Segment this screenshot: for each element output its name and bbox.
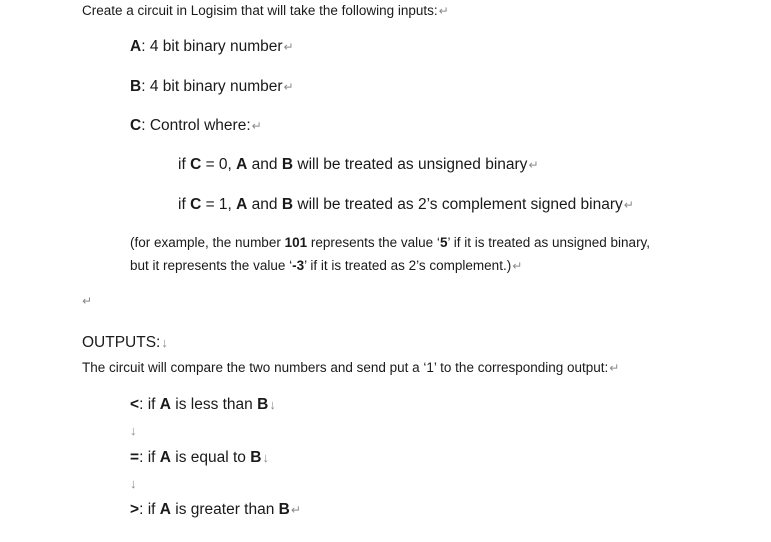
line-break-mark: ↓ xyxy=(262,450,269,465)
output-greater-than-line: >: if A is greater than B↵ xyxy=(130,501,301,518)
input-b-line: B: 4 bit binary number↵ xyxy=(130,78,294,95)
paragraph-mark: ↵ xyxy=(512,259,523,273)
example-line-1: (for example, the number 101 represents the value ‘5’ if it is treated as unsigned binary, xyxy=(130,235,651,250)
intro-text: Create a circuit in Logisim that will take the following inputs:↵ xyxy=(82,3,449,18)
line-break-mark: ↓ xyxy=(161,335,168,350)
input-label: C xyxy=(130,117,142,134)
output-symbol: < xyxy=(130,396,140,413)
input-a-line: A: 4 bit binary number↵ xyxy=(130,38,294,55)
outputs-heading: OUTPUTS:↓ xyxy=(82,334,168,351)
output-less-than-line: <: if A is less than B↓ xyxy=(130,396,276,413)
condition-c1-line: if C = 1, A and B will be treated as 2’s complement signed binary↵ xyxy=(178,196,634,213)
example-line-2: but it represents the value ‘-3’ if it is treated as 2’s complement.)↵ xyxy=(130,258,523,273)
paragraph-mark: ↵ xyxy=(290,503,301,517)
paragraph-mark: ↵ xyxy=(283,80,294,94)
line-break-row xyxy=(130,423,137,439)
input-c-line: C: Control where:↵ xyxy=(130,117,262,134)
paragraph-mark: ↵ xyxy=(283,40,294,54)
line-break-mark: ↓ xyxy=(130,423,137,438)
input-label: A xyxy=(130,38,142,55)
line-break-mark: ↓ xyxy=(130,476,137,491)
input-label: B xyxy=(130,78,142,95)
paragraph-mark: ↵ xyxy=(609,361,620,375)
paragraph-mark: ↵ xyxy=(438,4,449,18)
output-equal-line: =: if A is equal to B↓ xyxy=(130,449,269,466)
line-break-mark: ↓ xyxy=(269,397,276,412)
paragraph-mark: ↵ xyxy=(528,158,539,172)
paragraph-mark: ↵ xyxy=(251,119,262,133)
outputs-description: The circuit will compare the two numbers and send put a ‘1’ to the corresponding output:↵ xyxy=(82,360,620,375)
condition-c0-line: if C = 0, A and B will be treated as unsigned binary↵ xyxy=(178,156,539,173)
line-break-row xyxy=(130,476,137,492)
paragraph-mark: ↵ xyxy=(82,294,93,308)
paragraph-mark: ↵ xyxy=(623,198,634,212)
output-symbol: = xyxy=(130,449,140,466)
empty-paragraph xyxy=(82,294,92,308)
output-symbol: > xyxy=(130,501,140,518)
